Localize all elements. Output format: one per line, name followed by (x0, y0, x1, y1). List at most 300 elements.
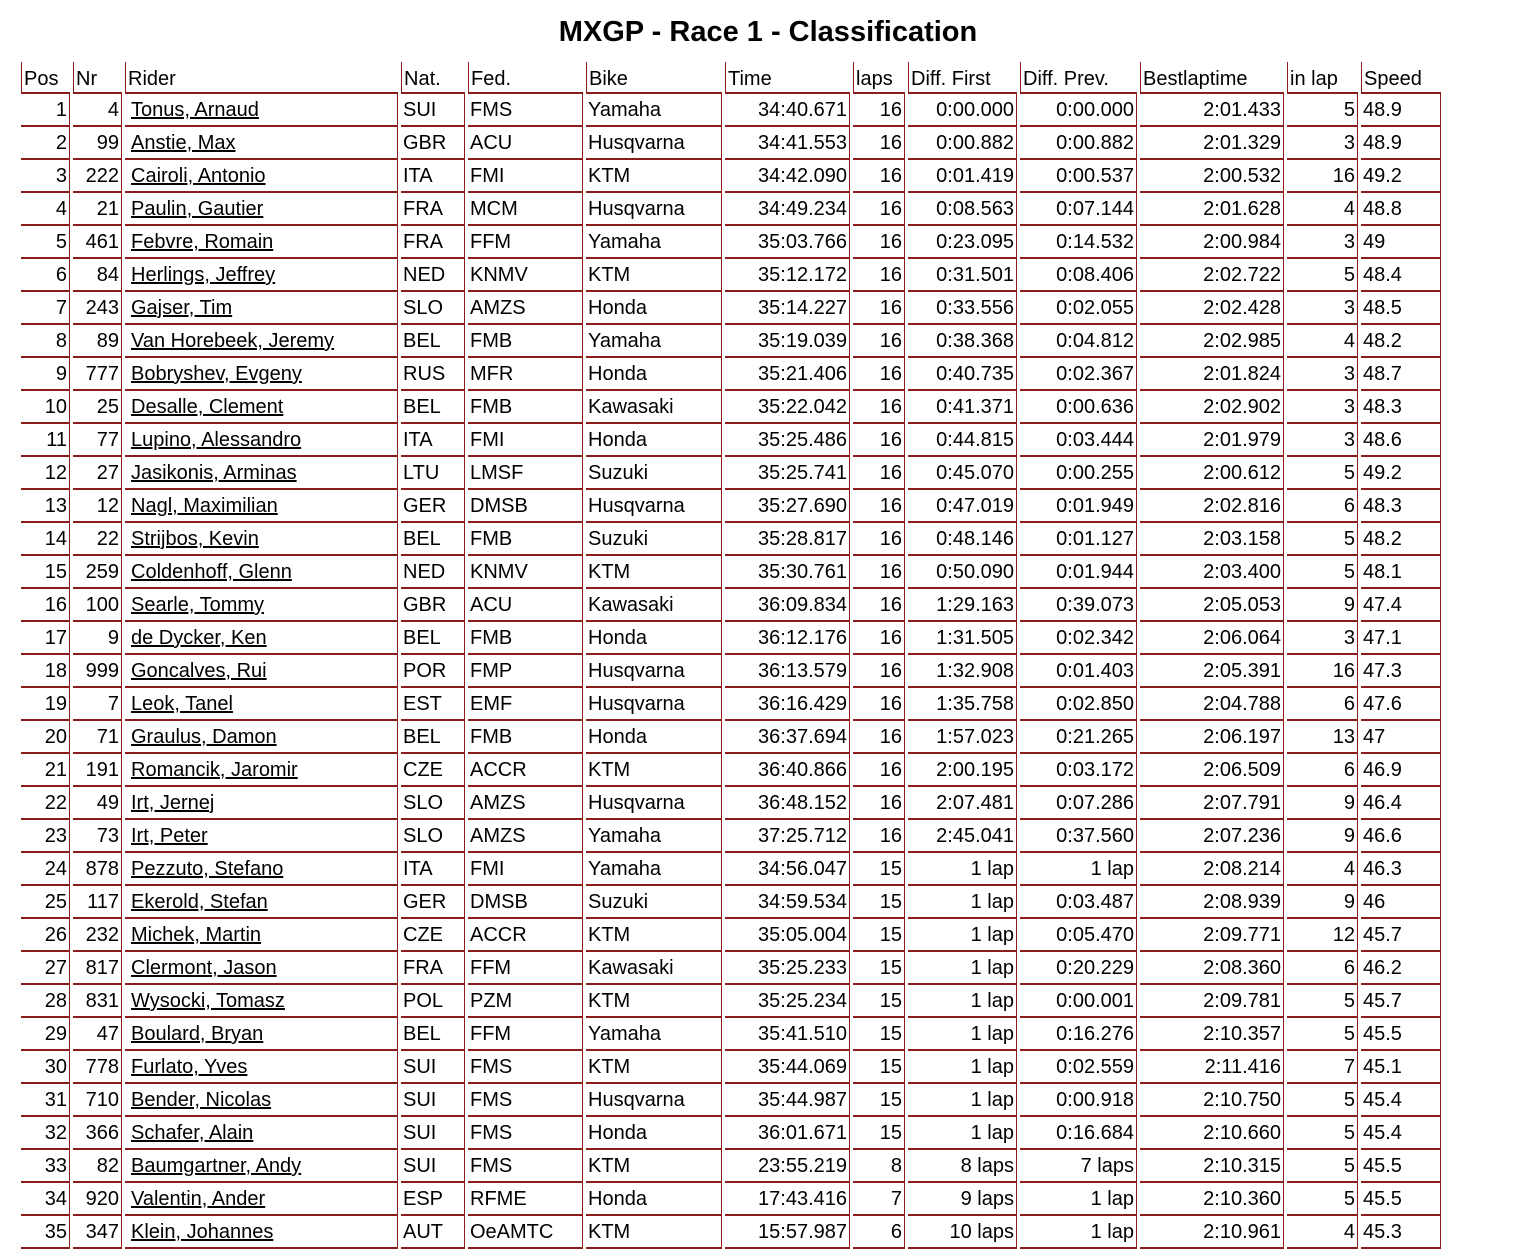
speed-cell: 46.2 (1361, 952, 1441, 985)
in-lap-cell: 5 (1287, 556, 1358, 589)
pos-cell: 33 (21, 1150, 70, 1183)
bestlaptime-cell: 2:09.771 (1140, 919, 1284, 952)
in-lap-cell: 16 (1287, 655, 1358, 688)
rider-link[interactable]: Anstie, Max (131, 132, 236, 154)
rider-link[interactable]: Herlings, Jeffrey (131, 264, 276, 286)
rider-link[interactable]: Gajser, Tim (131, 297, 233, 319)
time-cell: 17:43.416 (725, 1183, 850, 1216)
diff-first-cell: 0:48.146 (908, 523, 1017, 556)
diff-first-cell: 1 lap (908, 1051, 1017, 1084)
column-header-nat: Nat. (401, 62, 465, 94)
speed-cell: 48.2 (1361, 523, 1441, 556)
diff-first-cell: 0:50.090 (908, 556, 1017, 589)
diff-prev-cell: 0:00.636 (1020, 391, 1137, 424)
table-row (21, 787, 1441, 820)
in-lap-cell: 6 (1287, 754, 1358, 787)
diff-first-cell: 10 laps (908, 1216, 1017, 1249)
speed-cell: 45.1 (1361, 1051, 1441, 1084)
rider-link[interactable]: Leok, Tanel (131, 693, 233, 715)
fed-cell: AMZS (468, 787, 583, 820)
diff-prev-cell: 0:39.073 (1020, 589, 1137, 622)
nr-cell: 73 (73, 820, 122, 853)
rider-link[interactable]: Tonus, Arnaud (131, 99, 259, 121)
speed-cell: 45.7 (1361, 919, 1441, 952)
rider-cell (125, 985, 398, 1018)
speed-cell: 46 (1361, 886, 1441, 919)
diff-first-cell: 1 lap (908, 919, 1017, 952)
diff-prev-cell: 0:01.944 (1020, 556, 1137, 589)
pos-cell: 18 (21, 655, 70, 688)
nr-cell: 84 (73, 259, 122, 292)
rider-cell (125, 1051, 398, 1084)
diff-prev-cell: 0:00.255 (1020, 457, 1137, 490)
laps-cell: 15 (853, 985, 905, 1018)
table-row (21, 688, 1441, 721)
rider-cell (125, 490, 398, 523)
rider-link[interactable]: Febvre, Romain (131, 231, 274, 253)
diff-first-cell: 0:01.419 (908, 160, 1017, 193)
rider-cell (125, 424, 398, 457)
fed-cell: FMS (468, 1150, 583, 1183)
speed-cell: 46.9 (1361, 754, 1441, 787)
rider-link[interactable]: Pezzuto, Stefano (131, 858, 284, 880)
nr-cell: 49 (73, 787, 122, 820)
time-cell: 35:19.039 (725, 325, 850, 358)
fed-cell: FMS (468, 1084, 583, 1117)
laps-cell: 16 (853, 292, 905, 325)
diff-prev-cell: 0:16.684 (1020, 1117, 1137, 1150)
pos-cell: 2 (21, 127, 70, 160)
pos-cell: 28 (21, 985, 70, 1018)
in-lap-cell: 9 (1287, 589, 1358, 622)
nr-cell: 777 (73, 358, 122, 391)
nat-cell: SUI (401, 1051, 465, 1084)
time-cell: 35:44.069 (725, 1051, 850, 1084)
table-row (21, 721, 1441, 754)
rider-link[interactable]: Irt, Jernej (131, 792, 215, 814)
time-cell: 34:56.047 (725, 853, 850, 886)
column-header-bestlaptime: Bestlaptime (1140, 62, 1284, 94)
pos-cell: 12 (21, 457, 70, 490)
bike-cell: Husqvarna (586, 1084, 722, 1117)
bestlaptime-cell: 2:00.612 (1140, 457, 1284, 490)
fed-cell: FMB (468, 721, 583, 754)
nr-cell: 89 (73, 325, 122, 358)
pos-cell: 1 (21, 94, 70, 127)
in-lap-cell: 3 (1287, 391, 1358, 424)
bestlaptime-cell: 2:05.053 (1140, 589, 1284, 622)
in-lap-cell: 6 (1287, 490, 1358, 523)
nr-cell: 259 (73, 556, 122, 589)
rider-link[interactable]: Wysocki, Tomasz (131, 990, 285, 1012)
speed-cell: 47 (1361, 721, 1441, 754)
nr-cell: 232 (73, 919, 122, 952)
diff-first-cell: 1:57.023 (908, 721, 1017, 754)
column-header-time: Time (725, 62, 850, 94)
bike-cell: Yamaha (586, 94, 722, 127)
fed-cell: ACCR (468, 754, 583, 787)
laps-cell: 16 (853, 688, 905, 721)
bike-cell: Yamaha (586, 820, 722, 853)
nat-cell: FRA (401, 193, 465, 226)
speed-cell: 48.6 (1361, 424, 1441, 457)
speed-cell: 48.1 (1361, 556, 1441, 589)
column-header-diff-prev: Diff. Prev. (1020, 62, 1137, 94)
page-title: MXGP - Race 1 - Classification (558, 16, 978, 48)
diff-first-cell: 0:00.882 (908, 127, 1017, 160)
bike-cell: Honda (586, 1117, 722, 1150)
rider-link[interactable]: Bender, Nicolas (131, 1089, 272, 1111)
diff-prev-cell: 0:37.560 (1020, 820, 1137, 853)
diff-first-cell: 1 lap (908, 985, 1017, 1018)
time-cell: 37:25.712 (725, 820, 850, 853)
fed-cell: FFM (468, 952, 583, 985)
in-lap-cell: 5 (1287, 1117, 1358, 1150)
time-cell: 36:16.429 (725, 688, 850, 721)
bike-cell: KTM (586, 1051, 722, 1084)
rider-link[interactable]: Searle, Tommy (131, 594, 265, 616)
diff-prev-cell: 0:21.265 (1020, 721, 1137, 754)
time-cell: 36:12.176 (725, 622, 850, 655)
table-row (21, 490, 1441, 523)
diff-prev-cell: 0:01.403 (1020, 655, 1137, 688)
rider-link[interactable]: Michek, Martin (131, 924, 262, 946)
pos-cell: 7 (21, 292, 70, 325)
fed-cell: ACU (468, 589, 583, 622)
laps-cell: 15 (853, 853, 905, 886)
speed-cell: 46.4 (1361, 787, 1441, 820)
pos-cell: 16 (21, 589, 70, 622)
diff-prev-cell: 0:00.001 (1020, 985, 1137, 1018)
table-row (21, 358, 1441, 391)
table-row (21, 523, 1441, 556)
diff-prev-cell: 1 lap (1020, 1183, 1137, 1216)
diff-first-cell: 1 lap (908, 853, 1017, 886)
fed-cell: FMS (468, 94, 583, 127)
speed-cell: 48.9 (1361, 127, 1441, 160)
rider-link[interactable]: Schafer, Alain (131, 1122, 254, 1144)
pos-cell: 6 (21, 259, 70, 292)
fed-cell: FFM (468, 1018, 583, 1051)
bike-cell: KTM (586, 1216, 722, 1249)
rider-cell (125, 292, 398, 325)
laps-cell: 16 (853, 589, 905, 622)
diff-prev-cell: 0:05.470 (1020, 919, 1137, 952)
diff-prev-cell: 0:02.559 (1020, 1051, 1137, 1084)
bestlaptime-cell: 2:09.781 (1140, 985, 1284, 1018)
diff-first-cell: 1:29.163 (908, 589, 1017, 622)
rider-link[interactable]: Van Horebeek, Jeremy (131, 330, 335, 352)
table-row (21, 589, 1441, 622)
speed-cell: 48.5 (1361, 292, 1441, 325)
column-header-rider: Rider (125, 62, 398, 94)
nat-cell: SUI (401, 94, 465, 127)
rider-link[interactable]: de Dycker, Ken (131, 627, 267, 649)
bike-cell: Husqvarna (586, 655, 722, 688)
speed-cell: 47.4 (1361, 589, 1441, 622)
bestlaptime-cell: 2:08.214 (1140, 853, 1284, 886)
rider-link[interactable]: Clermont, Jason (131, 957, 277, 979)
nat-cell: ITA (401, 160, 465, 193)
in-lap-cell: 5 (1287, 259, 1358, 292)
bike-cell: Husqvarna (586, 127, 722, 160)
nat-cell: POL (401, 985, 465, 1018)
pos-cell: 3 (21, 160, 70, 193)
table-row (21, 1117, 1441, 1150)
column-header-diff-first: Diff. First (908, 62, 1017, 94)
diff-prev-cell: 0:00.882 (1020, 127, 1137, 160)
bestlaptime-cell: 2:02.816 (1140, 490, 1284, 523)
rider-link[interactable]: Valentin, Ander (131, 1188, 266, 1210)
time-cell: 35:22.042 (725, 391, 850, 424)
rider-link[interactable]: Bobryshev, Evgeny (131, 363, 302, 385)
bike-cell: Husqvarna (586, 787, 722, 820)
column-header-bike: Bike (586, 62, 722, 94)
nat-cell: CZE (401, 754, 465, 787)
in-lap-cell: 5 (1287, 1150, 1358, 1183)
diff-first-cell: 1 lap (908, 1084, 1017, 1117)
pos-cell: 23 (21, 820, 70, 853)
fed-cell: FMB (468, 325, 583, 358)
time-cell: 35:28.817 (725, 523, 850, 556)
nr-cell: 778 (73, 1051, 122, 1084)
bestlaptime-cell: 2:02.428 (1140, 292, 1284, 325)
rider-cell (125, 457, 398, 490)
table-row (21, 94, 1441, 127)
diff-first-cell: 0:23.095 (908, 226, 1017, 259)
bike-cell: KTM (586, 259, 722, 292)
nat-cell: SUI (401, 1150, 465, 1183)
rider-cell (125, 160, 398, 193)
bike-cell: Yamaha (586, 226, 722, 259)
fed-cell: FMP (468, 655, 583, 688)
time-cell: 35:25.486 (725, 424, 850, 457)
laps-cell: 16 (853, 160, 905, 193)
fed-cell: KNMV (468, 556, 583, 589)
time-cell: 35:25.233 (725, 952, 850, 985)
fed-cell: AMZS (468, 820, 583, 853)
nat-cell: BEL (401, 391, 465, 424)
diff-first-cell: 0:33.556 (908, 292, 1017, 325)
table-row (21, 1084, 1441, 1117)
rider-link[interactable]: Klein, Johannes (131, 1221, 274, 1243)
speed-cell: 48.3 (1361, 391, 1441, 424)
rider-cell (125, 1117, 398, 1150)
diff-first-cell: 0:44.815 (908, 424, 1017, 457)
pos-cell: 25 (21, 886, 70, 919)
rider-cell (125, 94, 398, 127)
bestlaptime-cell: 2:04.788 (1140, 688, 1284, 721)
pos-cell: 34 (21, 1183, 70, 1216)
fed-cell: RFME (468, 1183, 583, 1216)
laps-cell: 16 (853, 754, 905, 787)
pos-cell: 17 (21, 622, 70, 655)
time-cell: 35:30.761 (725, 556, 850, 589)
in-lap-cell: 13 (1287, 721, 1358, 754)
laps-cell: 15 (853, 1051, 905, 1084)
diff-first-cell: 1 lap (908, 1117, 1017, 1150)
nr-cell: 817 (73, 952, 122, 985)
laps-cell: 16 (853, 424, 905, 457)
in-lap-cell: 12 (1287, 919, 1358, 952)
bike-cell: Husqvarna (586, 490, 722, 523)
nr-cell: 4 (73, 94, 122, 127)
in-lap-cell: 3 (1287, 127, 1358, 160)
diff-prev-cell: 0:02.367 (1020, 358, 1137, 391)
rider-cell (125, 688, 398, 721)
diff-prev-cell: 0:07.286 (1020, 787, 1137, 820)
rider-link[interactable]: Strijbos, Kevin (131, 528, 259, 550)
nat-cell: ITA (401, 424, 465, 457)
speed-cell: 49.2 (1361, 457, 1441, 490)
in-lap-cell: 9 (1287, 820, 1358, 853)
bestlaptime-cell: 2:10.961 (1140, 1216, 1284, 1249)
diff-prev-cell: 1 lap (1020, 853, 1137, 886)
pos-cell: 9 (21, 358, 70, 391)
in-lap-cell: 3 (1287, 424, 1358, 457)
time-cell: 34:41.553 (725, 127, 850, 160)
rider-link[interactable]: Goncalves, Rui (131, 660, 267, 682)
table-row (21, 292, 1441, 325)
laps-cell: 16 (853, 556, 905, 589)
nr-cell: 27 (73, 457, 122, 490)
in-lap-cell: 3 (1287, 358, 1358, 391)
nr-cell: 25 (73, 391, 122, 424)
nr-cell: 77 (73, 424, 122, 457)
rider-cell (125, 721, 398, 754)
pos-cell: 27 (21, 952, 70, 985)
laps-cell: 15 (853, 919, 905, 952)
in-lap-cell: 3 (1287, 292, 1358, 325)
speed-cell: 48.9 (1361, 94, 1441, 127)
speed-cell: 49 (1361, 226, 1441, 259)
table-row (21, 853, 1441, 886)
bestlaptime-cell: 2:01.824 (1140, 358, 1284, 391)
bestlaptime-cell: 2:07.791 (1140, 787, 1284, 820)
nr-cell: 191 (73, 754, 122, 787)
bestlaptime-cell: 2:10.360 (1140, 1183, 1284, 1216)
diff-first-cell: 2:07.481 (908, 787, 1017, 820)
rider-link[interactable]: Graulus, Damon (131, 726, 277, 748)
diff-prev-cell: 0:14.532 (1020, 226, 1137, 259)
laps-cell: 15 (853, 1018, 905, 1051)
in-lap-cell: 6 (1287, 952, 1358, 985)
diff-first-cell: 0:00.000 (908, 94, 1017, 127)
time-cell: 34:40.671 (725, 94, 850, 127)
laps-cell: 15 (853, 886, 905, 919)
rider-link[interactable]: Paulin, Gautier (131, 198, 264, 220)
rider-link[interactable]: Jasikonis, Arminas (131, 462, 297, 484)
rider-link[interactable]: Furlato, Yves (131, 1056, 248, 1078)
in-lap-cell: 9 (1287, 787, 1358, 820)
rider-link[interactable]: Desalle, Clement (131, 396, 284, 418)
fed-cell: KNMV (468, 259, 583, 292)
diff-prev-cell: 0:02.850 (1020, 688, 1137, 721)
table-row (21, 622, 1441, 655)
time-cell: 35:12.172 (725, 259, 850, 292)
laps-cell: 6 (853, 1216, 905, 1249)
rider-link[interactable]: Irt, Peter (131, 825, 208, 847)
in-lap-cell: 3 (1287, 226, 1358, 259)
table-row (21, 1051, 1441, 1084)
laps-cell: 16 (853, 622, 905, 655)
bike-cell: Suzuki (586, 523, 722, 556)
in-lap-cell: 5 (1287, 1183, 1358, 1216)
fed-cell: DMSB (468, 490, 583, 523)
rider-link[interactable]: Nagl, Maximilian (131, 495, 278, 517)
nat-cell: GBR (401, 127, 465, 160)
nr-cell: 710 (73, 1084, 122, 1117)
rider-cell (125, 1183, 398, 1216)
in-lap-cell: 7 (1287, 1051, 1358, 1084)
pos-cell: 15 (21, 556, 70, 589)
diff-prev-cell: 0:07.144 (1020, 193, 1137, 226)
rider-cell (125, 589, 398, 622)
pos-cell: 14 (21, 523, 70, 556)
rider-cell (125, 391, 398, 424)
speed-cell: 46.6 (1361, 820, 1441, 853)
rider-link[interactable]: Baumgartner, Andy (131, 1155, 302, 1177)
nat-cell: SLO (401, 820, 465, 853)
bestlaptime-cell: 2:01.433 (1140, 94, 1284, 127)
nat-cell: BEL (401, 325, 465, 358)
laps-cell: 16 (853, 721, 905, 754)
rider-link[interactable]: Lupino, Alessandro (131, 429, 302, 451)
bike-cell: KTM (586, 160, 722, 193)
diff-first-cell: 1:31.505 (908, 622, 1017, 655)
speed-cell: 49.2 (1361, 160, 1441, 193)
bestlaptime-cell: 2:06.064 (1140, 622, 1284, 655)
in-lap-cell: 5 (1287, 523, 1358, 556)
in-lap-cell: 5 (1287, 1018, 1358, 1051)
rider-link[interactable]: Ekerold, Stefan (131, 891, 268, 913)
nat-cell: POR (401, 655, 465, 688)
rider-link[interactable]: Romancik, Jaromir (131, 759, 298, 781)
pos-cell: 11 (21, 424, 70, 457)
rider-link[interactable]: Boulard, Bryan (131, 1023, 264, 1045)
header-row (21, 62, 1441, 94)
time-cell: 35:25.234 (725, 985, 850, 1018)
time-cell: 35:03.766 (725, 226, 850, 259)
diff-first-cell: 1:35.758 (908, 688, 1017, 721)
diff-prev-cell: 0:03.172 (1020, 754, 1137, 787)
nat-cell: FRA (401, 952, 465, 985)
pos-cell: 22 (21, 787, 70, 820)
speed-cell: 47.3 (1361, 655, 1441, 688)
rider-link[interactable]: Cairoli, Antonio (131, 165, 266, 187)
speed-cell: 47.6 (1361, 688, 1441, 721)
laps-cell: 8 (853, 1150, 905, 1183)
nr-cell: 117 (73, 886, 122, 919)
time-cell: 34:42.090 (725, 160, 850, 193)
nr-cell: 71 (73, 721, 122, 754)
rider-cell (125, 325, 398, 358)
speed-cell: 45.5 (1361, 1183, 1441, 1216)
bestlaptime-cell: 2:10.660 (1140, 1117, 1284, 1150)
diff-first-cell: 2:00.195 (908, 754, 1017, 787)
diff-first-cell: 1 lap (908, 1018, 1017, 1051)
nr-cell: 222 (73, 160, 122, 193)
laps-cell: 16 (853, 226, 905, 259)
diff-first-cell: 9 laps (908, 1183, 1017, 1216)
diff-prev-cell: 0:04.812 (1020, 325, 1137, 358)
table-row (21, 127, 1441, 160)
table-row (21, 259, 1441, 292)
nr-cell: 21 (73, 193, 122, 226)
diff-prev-cell: 0:20.229 (1020, 952, 1137, 985)
rider-link[interactable]: Coldenhoff, Glenn (131, 561, 292, 583)
bestlaptime-cell: 2:00.532 (1140, 160, 1284, 193)
